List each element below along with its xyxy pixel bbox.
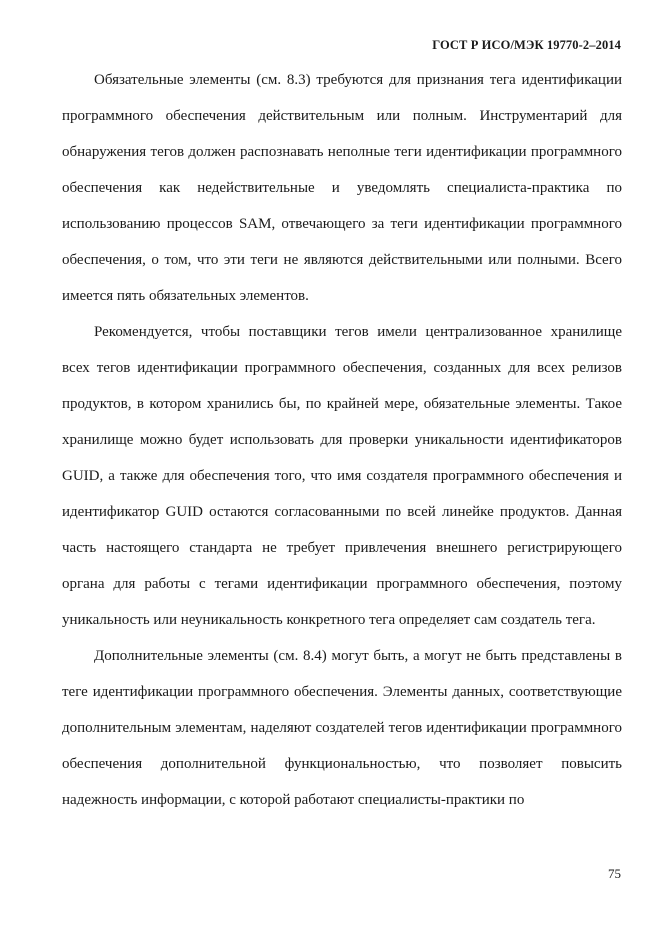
page-number: 75 xyxy=(608,866,621,881)
document-header: ГОСТ Р ИСО/МЭК 19770-2–2014 xyxy=(432,38,621,52)
paragraph-tag-repository: Рекомендуется, чтобы поставщики тегов имели централизованное хранилище всех тегов идентификации программного обеспечения, созданных для всех релизов продуктов, в котором хранились бы, по крайней мере, обязательные элементы. Такое хранилище можно будет использовать для проверки уникальности идентификаторов GUID, а также для обеспечения того, что имя создателя программного обеспечения и идентификатор GUID остаются согласованными по всей линейке продуктов. Данная часть настоящего стандарта не требует привлечения внешнего регистрирующего органа для работы с тегами идентификации программного обеспечения, поэтому уникальность или неуникальность конкретного тега определяет сам создатель тега. xyxy=(62,324,622,628)
paragraph-optional-elements: Дополнительные элементы (см. 8.4) могут быть, а могут не быть представлены в теге идентификации программного обеспечения. Элементы данных, соответствующие дополнительным элементам, наделяют создателей тегов идентификации программного обеспечения дополнительной функциональностью, что позволяет повысить надежность информации, с которой работают специалисты-практики по xyxy=(62,648,622,808)
paragraph-mandatory-elements: Обязательные элементы (см. 8.3) требуются для признания тега идентификации программного обеспечения действительным или полным. Инструментарий для обнаружения тегов должен распознавать неполные теги идентификации программного обеспечения как недействительные и уведомлять специалиста-практика по использованию процессов SAM, отвечающего за теги идентификации программного обеспечения, о том, что эти теги не являются действительными или полными. Всего имеется пять обязательных элементов. xyxy=(62,72,622,304)
document-body xyxy=(62,62,622,818)
